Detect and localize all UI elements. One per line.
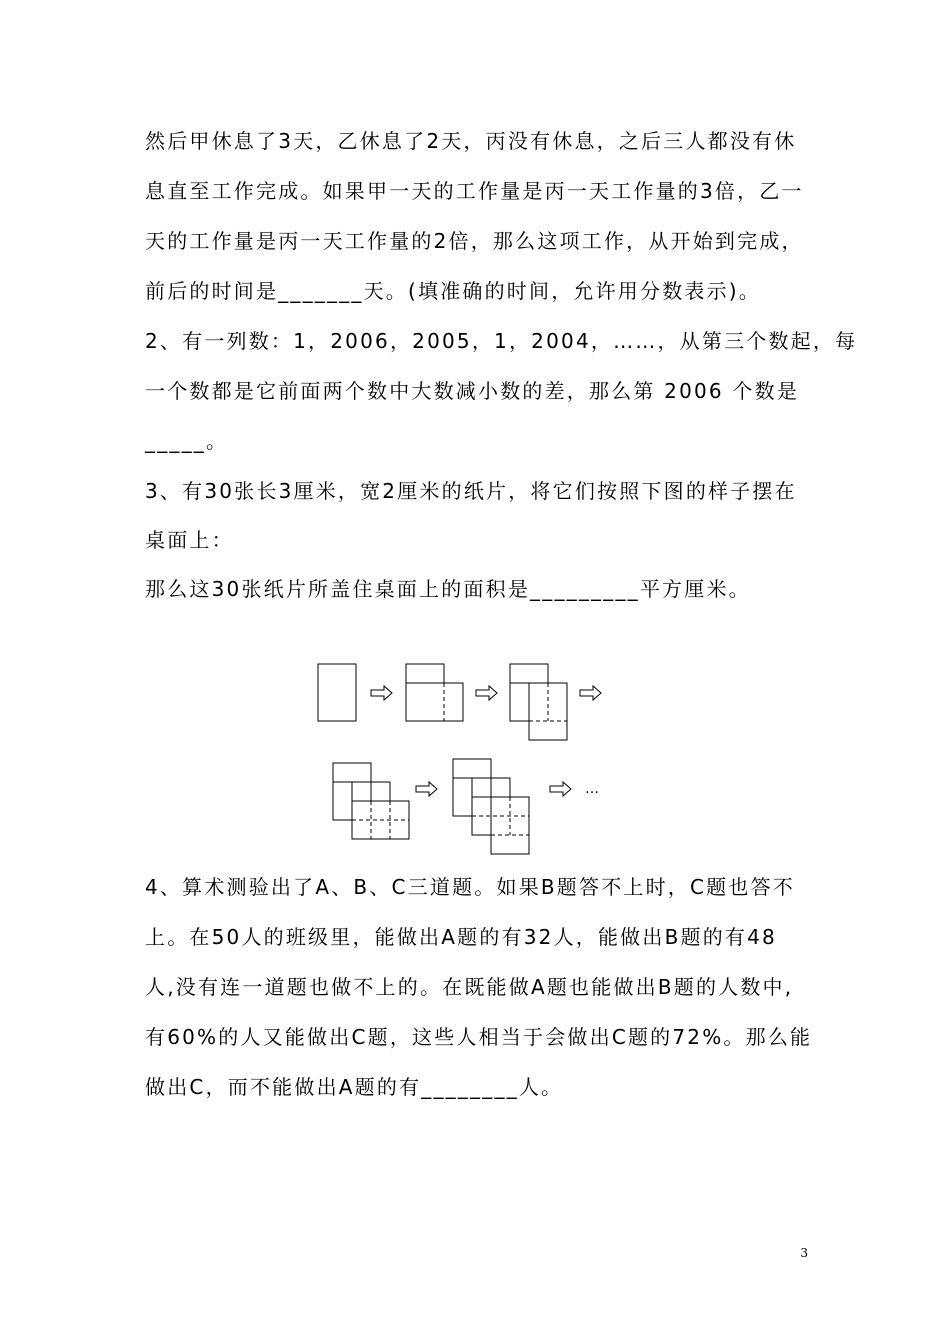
line-11: 4、算术测验出了A、B、C三道题。如果B题答不上时，C题也答不 xyxy=(145,875,795,899)
line-3: 天的工作量是丙一天工作量的2倍，那么这项工作，从开始到完成， xyxy=(145,229,804,253)
line-8: 3、有30张长3厘米，宽2厘米的纸片，将它们按照下图的样子摆在 xyxy=(145,479,797,503)
line-10: 那么这30张纸片所盖住桌面上的面积是_________平方厘米。 xyxy=(145,577,751,601)
line-4: 前后的时间是_______天。(填准确的时间，允许用分数表示)。 xyxy=(145,279,762,303)
figure-ellipsis: … xyxy=(585,781,599,797)
line-5: 2、有一列数：1，2006，2005，1，2004，……，从第三个数起，每 xyxy=(145,329,858,353)
line-2: 息直至工作完成。如果甲一天的工作量是丙一天工作量的3倍，乙一 xyxy=(145,179,804,203)
line-14: 有60%的人又能做出C题，这些人相当于会做出C题的72%。那么能 xyxy=(145,1025,813,1049)
page-number: 3 xyxy=(800,1246,808,1260)
line-13: 人,没有连一道题也做不上的。在既能做A题也能做出B题的人数中, xyxy=(145,975,794,999)
line-9: 桌面上： xyxy=(145,528,234,552)
line-1: 然后甲休息了3天，乙休息了2天，丙没有休息，之后三人都没有休 xyxy=(145,129,797,153)
line-15: 做出C，而不能做出A题的有________人。 xyxy=(145,1075,564,1099)
line-7: _____。 xyxy=(145,429,229,453)
line-6: 一个数都是它前面两个数中大数减小数的差，那么第 2006 个数是 xyxy=(145,379,800,403)
line-12: 上。在50人的班级里，能做出A题的有32人，能做出B题的有48 xyxy=(145,925,777,949)
